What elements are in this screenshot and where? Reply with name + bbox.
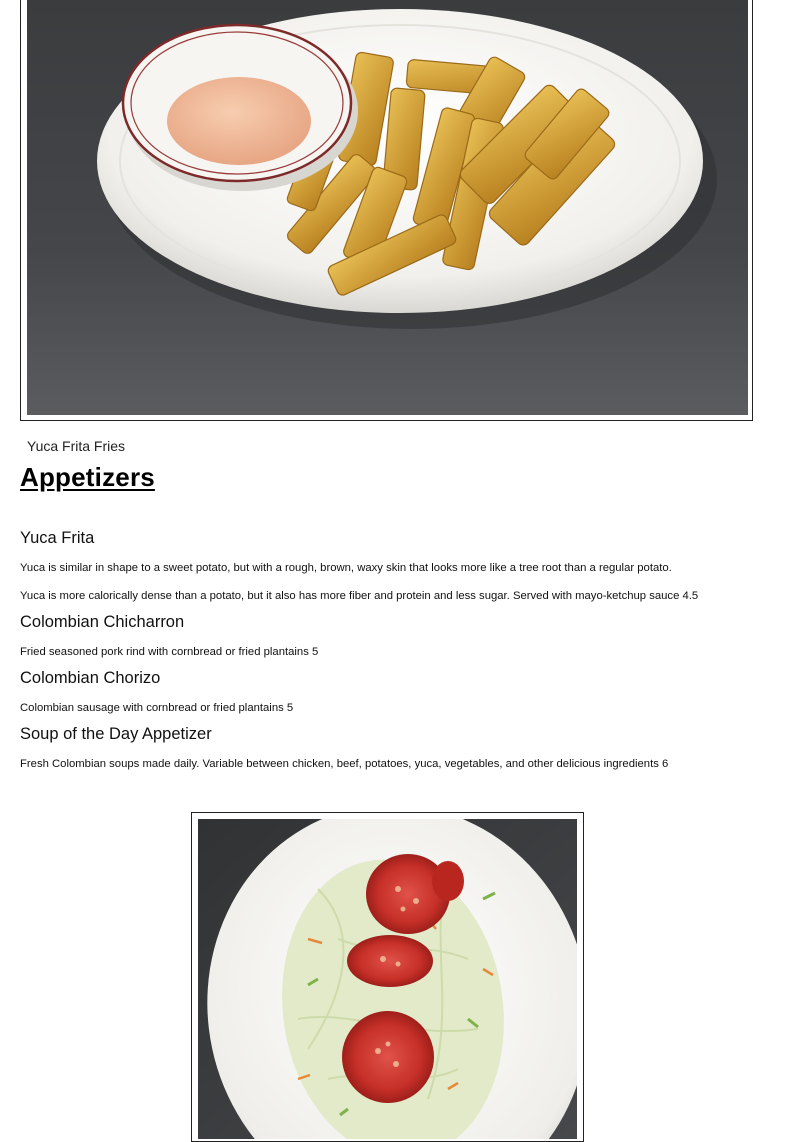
menu-item-name: Colombian Chicharron [20, 613, 185, 631]
salad-image [198, 819, 577, 1139]
appetizer-menu-list [20, 526, 765, 778]
menu-item-description: Yuca is similar in shape to a sweet potato, but with a rough, brown, waxy skin that looks more like a tree root than a regular potato. [20, 562, 672, 574]
menu-item-soup-of-the-day [20, 722, 765, 778]
section-title-appetizers: Appetizers [20, 462, 155, 492]
menu-item-name: Yuca Frita [20, 529, 95, 547]
menu-item-description: Colombian sausage with cornbread or fried plantains 5 [20, 702, 294, 714]
menu-item-name: Soup of the Day Appetizer [20, 725, 212, 743]
salad-photo [191, 812, 584, 1142]
photo-caption: Yuca Frita Fries [27, 438, 126, 454]
menu-item-name: Colombian Chorizo [20, 669, 161, 687]
menu-item-colombian-chicharron [20, 610, 765, 666]
menu-item-yuca-frita [20, 526, 765, 610]
menu-item-colombian-chorizo [20, 666, 765, 722]
menu-item-description: Yuca is more calorically dense than a potato, but it also has more fiber and protein and less sugar. Served with mayo-ketchup sauce 4.5 [20, 590, 699, 602]
menu-item-description: Fresh Colombian soups made daily. Variable between chicken, beef, potatoes, yuca, vegetables, and other delicious ingredients 6 [20, 758, 669, 770]
yuca-fries-image [27, 0, 748, 415]
yuca-fries-photo [20, 0, 753, 421]
menu-item-description: Fried seasoned pork rind with cornbread or fried plantains 5 [20, 646, 319, 658]
